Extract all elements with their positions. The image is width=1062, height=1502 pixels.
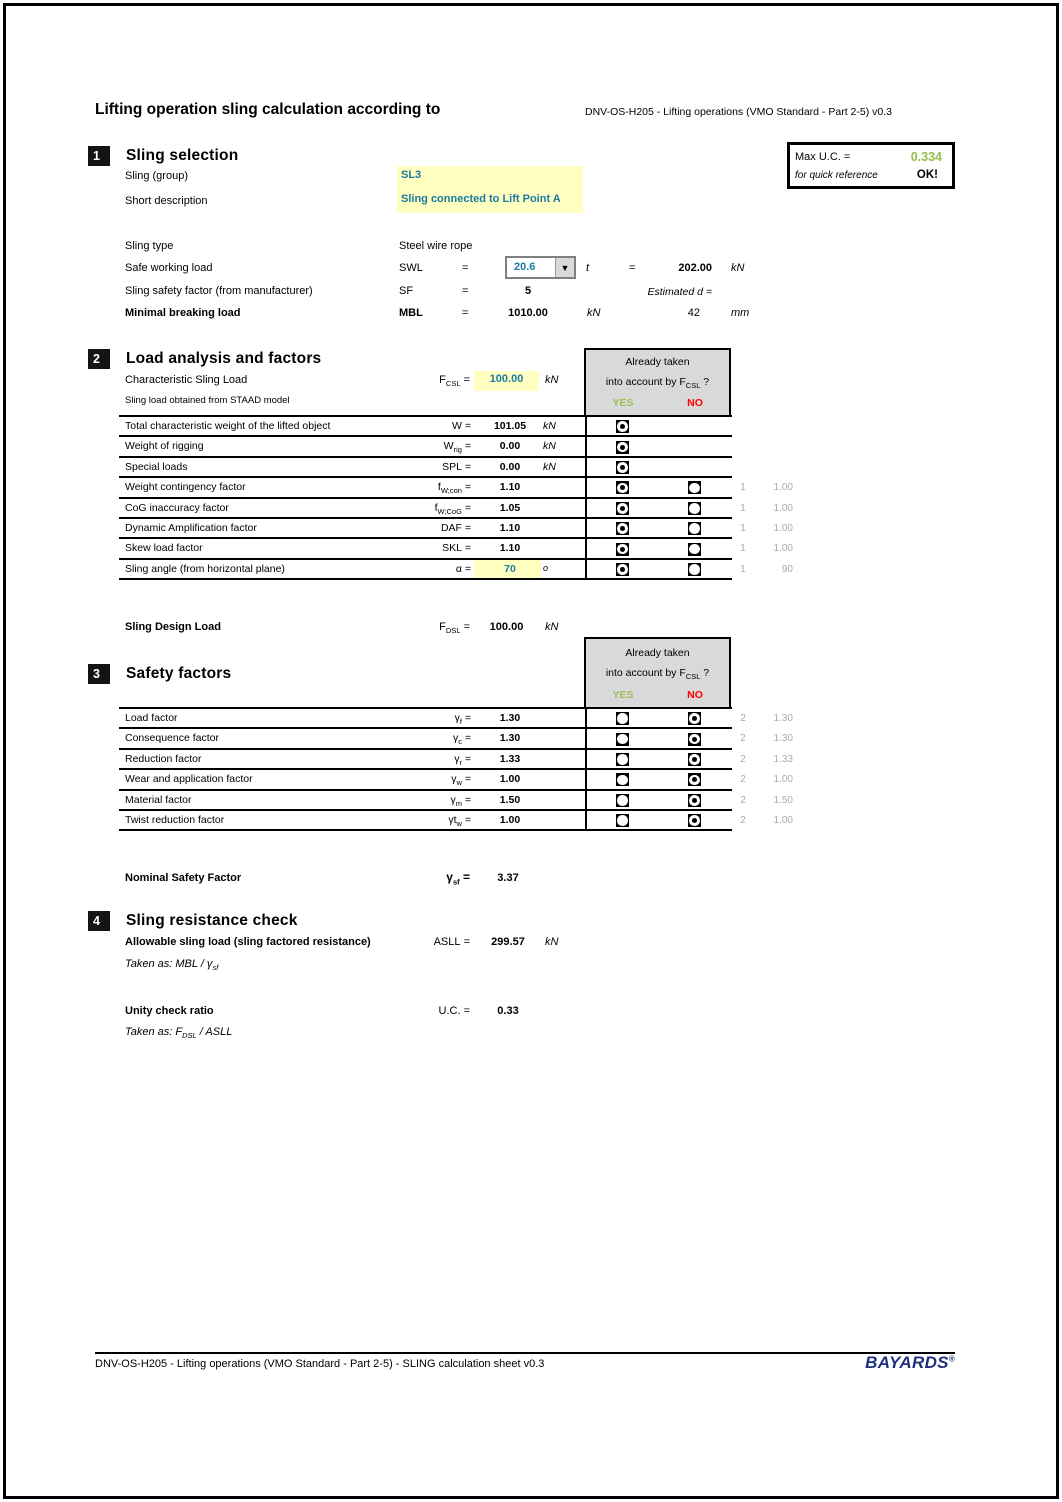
row-symbol: $\gamma_f$ = bbox=[454, 712, 471, 727]
quickref-note: for quick reference bbox=[795, 170, 878, 181]
alt-value: 1.00 bbox=[773, 502, 793, 514]
row-symbol: $\gamma t_w$ = bbox=[448, 813, 471, 829]
equals-sign: = bbox=[462, 307, 469, 319]
table-row bbox=[119, 478, 793, 498]
alt-value: 1.00 bbox=[773, 543, 793, 555]
equals-sign: = bbox=[462, 285, 469, 297]
table-row bbox=[119, 791, 793, 811]
row-symbol: $\gamma_c$ = bbox=[452, 732, 471, 747]
already-taken-line1: Already taken bbox=[625, 647, 690, 659]
radio-no[interactable] bbox=[688, 502, 701, 515]
section-4-number: 4 bbox=[88, 911, 110, 931]
swl-select[interactable] bbox=[505, 256, 576, 279]
radio-yes[interactable] bbox=[616, 481, 629, 494]
alt-value: 1.00 bbox=[773, 774, 793, 786]
asll-symbol: ASLL = bbox=[433, 936, 470, 948]
radio-yes[interactable] bbox=[616, 522, 629, 535]
alt-value: 1.00 bbox=[773, 814, 793, 826]
row-symbol: SKL = bbox=[442, 542, 471, 555]
alt-count: 2 bbox=[740, 774, 746, 786]
fdsl-unit: kN bbox=[545, 621, 559, 633]
swl-kn-value: 202.00 bbox=[678, 262, 712, 274]
registered-mark: ® bbox=[948, 1354, 955, 1364]
radio-yes[interactable] bbox=[616, 441, 629, 454]
row-label: Wear and application factor bbox=[125, 773, 253, 786]
nsf-value: 3.37 bbox=[497, 872, 519, 884]
fcsl-unit: kN bbox=[545, 374, 559, 386]
table-row bbox=[119, 811, 793, 831]
sling-group-input[interactable]: SL3 bbox=[401, 169, 422, 181]
row-symbol: $\gamma_m$ = bbox=[450, 793, 471, 808]
row-symbol: $\gamma_r$ = bbox=[454, 752, 471, 767]
quickref-box bbox=[787, 142, 955, 189]
alt-value: 90 bbox=[781, 563, 793, 575]
quickref-status: OK! bbox=[916, 169, 938, 181]
alt-value: 1.33 bbox=[773, 753, 793, 765]
row-value: 1.05 bbox=[499, 501, 521, 514]
row-symbol: W = bbox=[452, 420, 471, 432]
row-unit: kN bbox=[543, 440, 556, 453]
already-taken-line1: Already taken bbox=[625, 356, 690, 368]
mbl-unit: kN bbox=[587, 307, 601, 319]
fdsl-label: Sling Design Load bbox=[125, 621, 221, 633]
alt-count: 1 bbox=[740, 502, 746, 514]
radio-no[interactable] bbox=[688, 712, 701, 725]
row-unit: kN bbox=[543, 460, 556, 473]
row-label: Material factor bbox=[125, 793, 192, 806]
nsf-label: Nominal Safety Factor bbox=[125, 872, 242, 884]
section-2-number: 2 bbox=[88, 349, 110, 369]
row-value: 1.10 bbox=[499, 521, 521, 534]
no-column-label: NO bbox=[687, 689, 703, 701]
radio-no[interactable] bbox=[688, 481, 701, 494]
sling-inputs-highlight bbox=[397, 166, 583, 213]
row-label: Load factor bbox=[125, 712, 178, 724]
mbl-symbol: MBL bbox=[399, 307, 423, 319]
sling-type-label: Sling type bbox=[125, 240, 174, 252]
mm-unit: mm bbox=[731, 307, 750, 319]
equals-sign: = bbox=[462, 262, 469, 274]
alt-value: 1.50 bbox=[773, 794, 793, 806]
yes-column-label: YES bbox=[612, 397, 634, 409]
kn-unit: kN bbox=[731, 262, 745, 274]
row-symbol: SPL = bbox=[442, 460, 471, 473]
section-3-number: 3 bbox=[88, 664, 110, 684]
alt-count: 1 bbox=[740, 563, 746, 575]
row-label: Consequence factor bbox=[125, 732, 219, 745]
alt-count: 1 bbox=[740, 482, 746, 494]
mbl-value: 1010.00 bbox=[508, 307, 548, 319]
swl-symbol: SWL bbox=[399, 262, 423, 274]
radio-yes[interactable] bbox=[616, 794, 629, 807]
section-4-title: Sling resistance check bbox=[126, 912, 298, 929]
radio-yes[interactable] bbox=[616, 753, 629, 766]
section-3-title: Safety factors bbox=[126, 665, 232, 682]
radio-no[interactable] bbox=[688, 522, 701, 535]
sf-symbol: SF bbox=[399, 285, 414, 297]
safety-factors-table bbox=[119, 707, 793, 831]
yes-column-label: YES bbox=[612, 689, 634, 701]
fdsl-symbol: $F_{DSL}$ = bbox=[439, 621, 470, 636]
unit-tonnes: t bbox=[586, 262, 590, 274]
sling-group-label: Sling (group) bbox=[125, 170, 188, 182]
table-row bbox=[119, 458, 732, 478]
already-taken-box bbox=[584, 348, 731, 415]
row-label: Weight contingency factor bbox=[125, 481, 246, 494]
uc-symbol: U.C. = bbox=[438, 1005, 470, 1017]
alt-value: 1.30 bbox=[773, 713, 793, 724]
alt-count: 1 bbox=[740, 522, 746, 534]
alt-count: 2 bbox=[740, 753, 746, 765]
alt-count: 2 bbox=[740, 713, 746, 724]
row-value: 0.00 bbox=[499, 440, 521, 453]
row-value: 1.10 bbox=[499, 481, 521, 494]
alt-count: 2 bbox=[740, 794, 746, 806]
row-value: 101.05 bbox=[493, 420, 527, 432]
sf-value: 5 bbox=[524, 285, 532, 297]
fcsl-label: Characteristic Sling Load bbox=[125, 374, 248, 386]
row-label: Total characteristic weight of the lifted object bbox=[125, 420, 331, 432]
table-row bbox=[119, 750, 793, 770]
short-description-input[interactable]: Sling connected to Lift Point A bbox=[401, 193, 561, 205]
uc-label: Unity check ratio bbox=[125, 1005, 214, 1017]
table-row bbox=[119, 519, 793, 539]
estimated-d-value: 42 bbox=[687, 307, 700, 319]
asll-unit: kN bbox=[545, 936, 559, 948]
section-1-title: Sling selection bbox=[126, 147, 239, 164]
radio-yes[interactable] bbox=[616, 733, 629, 746]
footer-text: DNV-OS-H205 - Lifting operations (VMO Standard - Part 2-5) - SLING calculation sheet v0.3 bbox=[95, 1358, 545, 1370]
section-2-title: Load analysis and factors bbox=[126, 350, 322, 367]
fdsl-value: 100.00 bbox=[489, 621, 524, 633]
row-value: 1.00 bbox=[499, 773, 521, 786]
sf-label: Sling safety factor (from manufacturer) bbox=[125, 285, 313, 297]
row-label: Weight of rigging bbox=[125, 440, 204, 453]
dropdown-arrow-icon[interactable]: ▼ bbox=[555, 258, 574, 277]
alt-count: 1 bbox=[740, 543, 746, 555]
table-row bbox=[119, 499, 793, 519]
radio-yes[interactable] bbox=[616, 420, 629, 433]
row-value: 1.30 bbox=[499, 712, 521, 724]
page-title: Lifting operation sling calculation according to bbox=[95, 101, 441, 118]
table-row bbox=[119, 729, 793, 749]
row-value: 1.50 bbox=[499, 793, 521, 806]
row-value: 1.10 bbox=[499, 542, 521, 555]
row-label: Special loads bbox=[125, 460, 188, 473]
table-row bbox=[119, 770, 793, 790]
short-description-label: Short description bbox=[125, 195, 208, 207]
asll-note: Taken as: MBL / $\gamma_{sf}$ bbox=[125, 958, 219, 973]
radio-no[interactable] bbox=[688, 563, 701, 576]
asll-value: 299.57 bbox=[491, 936, 525, 948]
radio-no[interactable] bbox=[688, 773, 701, 786]
nsf-symbol: $\gamma_{sf}$ = bbox=[446, 870, 470, 887]
fcsl-input[interactable] bbox=[474, 371, 539, 391]
swl-label: Safe working load bbox=[125, 262, 213, 274]
row-value: 0.00 bbox=[499, 460, 521, 473]
footer-divider bbox=[95, 1352, 955, 1354]
table-row bbox=[119, 417, 732, 437]
company-logo: BAYARDS® bbox=[865, 1353, 955, 1372]
fcsl-input-value: 100.00 bbox=[489, 373, 524, 385]
row-symbol: $f_{W;con}$ = bbox=[437, 481, 471, 496]
uc-note: Taken as: $F_{DSL}$ / ASLL bbox=[125, 1026, 233, 1041]
table-row bbox=[119, 560, 793, 580]
row-unit: kN bbox=[543, 420, 556, 432]
standard-reference: DNV-OS-H205 - Lifting operations (VMO Standard - Part 2-5) v0.3 bbox=[585, 106, 892, 118]
radio-yes[interactable] bbox=[616, 461, 629, 474]
radio-yes[interactable] bbox=[616, 543, 629, 556]
row-label: CoG inaccuracy factor bbox=[125, 501, 229, 514]
degree-unit: o bbox=[543, 562, 549, 573]
mbl-label: Minimal breaking load bbox=[125, 307, 241, 319]
uc-value: 0.33 bbox=[497, 1005, 519, 1017]
radio-no[interactable] bbox=[688, 794, 701, 807]
alt-value: 1.30 bbox=[773, 733, 793, 745]
radio-yes[interactable] bbox=[616, 712, 629, 725]
alt-count: 2 bbox=[740, 814, 746, 826]
row-label: Sling angle (from horizontal plane) bbox=[125, 562, 285, 575]
row-symbol: $W_{rig}$ = bbox=[443, 440, 471, 455]
asll-label: Allowable sling load (sling factored resistance) bbox=[125, 936, 371, 948]
quickref-label: Max U.C. = bbox=[795, 151, 851, 163]
alt-value: 1.00 bbox=[773, 522, 793, 534]
radio-yes[interactable] bbox=[616, 773, 629, 786]
row-label: Twist reduction factor bbox=[125, 813, 225, 826]
radio-yes[interactable] bbox=[616, 814, 629, 827]
row-label: Dynamic Amplification factor bbox=[125, 521, 257, 534]
fcsl-symbol: $F_{CSL}$ = bbox=[439, 374, 470, 389]
sling-type-value: Steel wire rope bbox=[399, 240, 473, 252]
already-taken-line2: into account by $F_{CSL}$ ? bbox=[605, 667, 710, 682]
radio-no[interactable] bbox=[688, 733, 701, 746]
quickref-value: 0.334 bbox=[910, 150, 942, 164]
table-row bbox=[119, 709, 793, 729]
row-symbol: $f_{W;CoG}$ = bbox=[434, 501, 471, 516]
section-1-number: 1 bbox=[88, 146, 110, 166]
alt-value: 1.00 bbox=[773, 482, 793, 494]
row-symbol: DAF = bbox=[440, 521, 471, 534]
radio-no[interactable] bbox=[688, 753, 701, 766]
row-value: 1.30 bbox=[499, 732, 521, 745]
already-taken-line2: into account by $F_{CSL}$ ? bbox=[605, 376, 710, 391]
radio-yes[interactable] bbox=[616, 502, 629, 515]
row-label: Skew load factor bbox=[125, 542, 203, 555]
row-symbol: α = bbox=[455, 562, 471, 575]
radio-no[interactable] bbox=[688, 543, 701, 556]
estimated-d-label: Estimated d = bbox=[647, 286, 712, 298]
row-value: 1.33 bbox=[499, 752, 521, 765]
fcsl-note: Sling load obtained from STAAD model bbox=[125, 395, 290, 406]
row-label: Reduction factor bbox=[125, 752, 202, 765]
load-factors-table bbox=[119, 415, 793, 580]
table-row bbox=[119, 539, 793, 559]
alt-count: 2 bbox=[740, 733, 746, 745]
table-row bbox=[119, 437, 732, 457]
no-column-label: NO bbox=[687, 397, 703, 409]
radio-yes[interactable] bbox=[616, 563, 629, 576]
row-value: 70 bbox=[504, 562, 516, 575]
radio-no[interactable] bbox=[688, 814, 701, 827]
already-taken-box bbox=[584, 637, 731, 707]
swl-select-value: 20.6 bbox=[514, 261, 536, 273]
row-symbol: $\gamma_w$ = bbox=[451, 773, 471, 788]
row-value: 1.00 bbox=[499, 813, 521, 826]
equals-sign: = bbox=[629, 262, 636, 274]
